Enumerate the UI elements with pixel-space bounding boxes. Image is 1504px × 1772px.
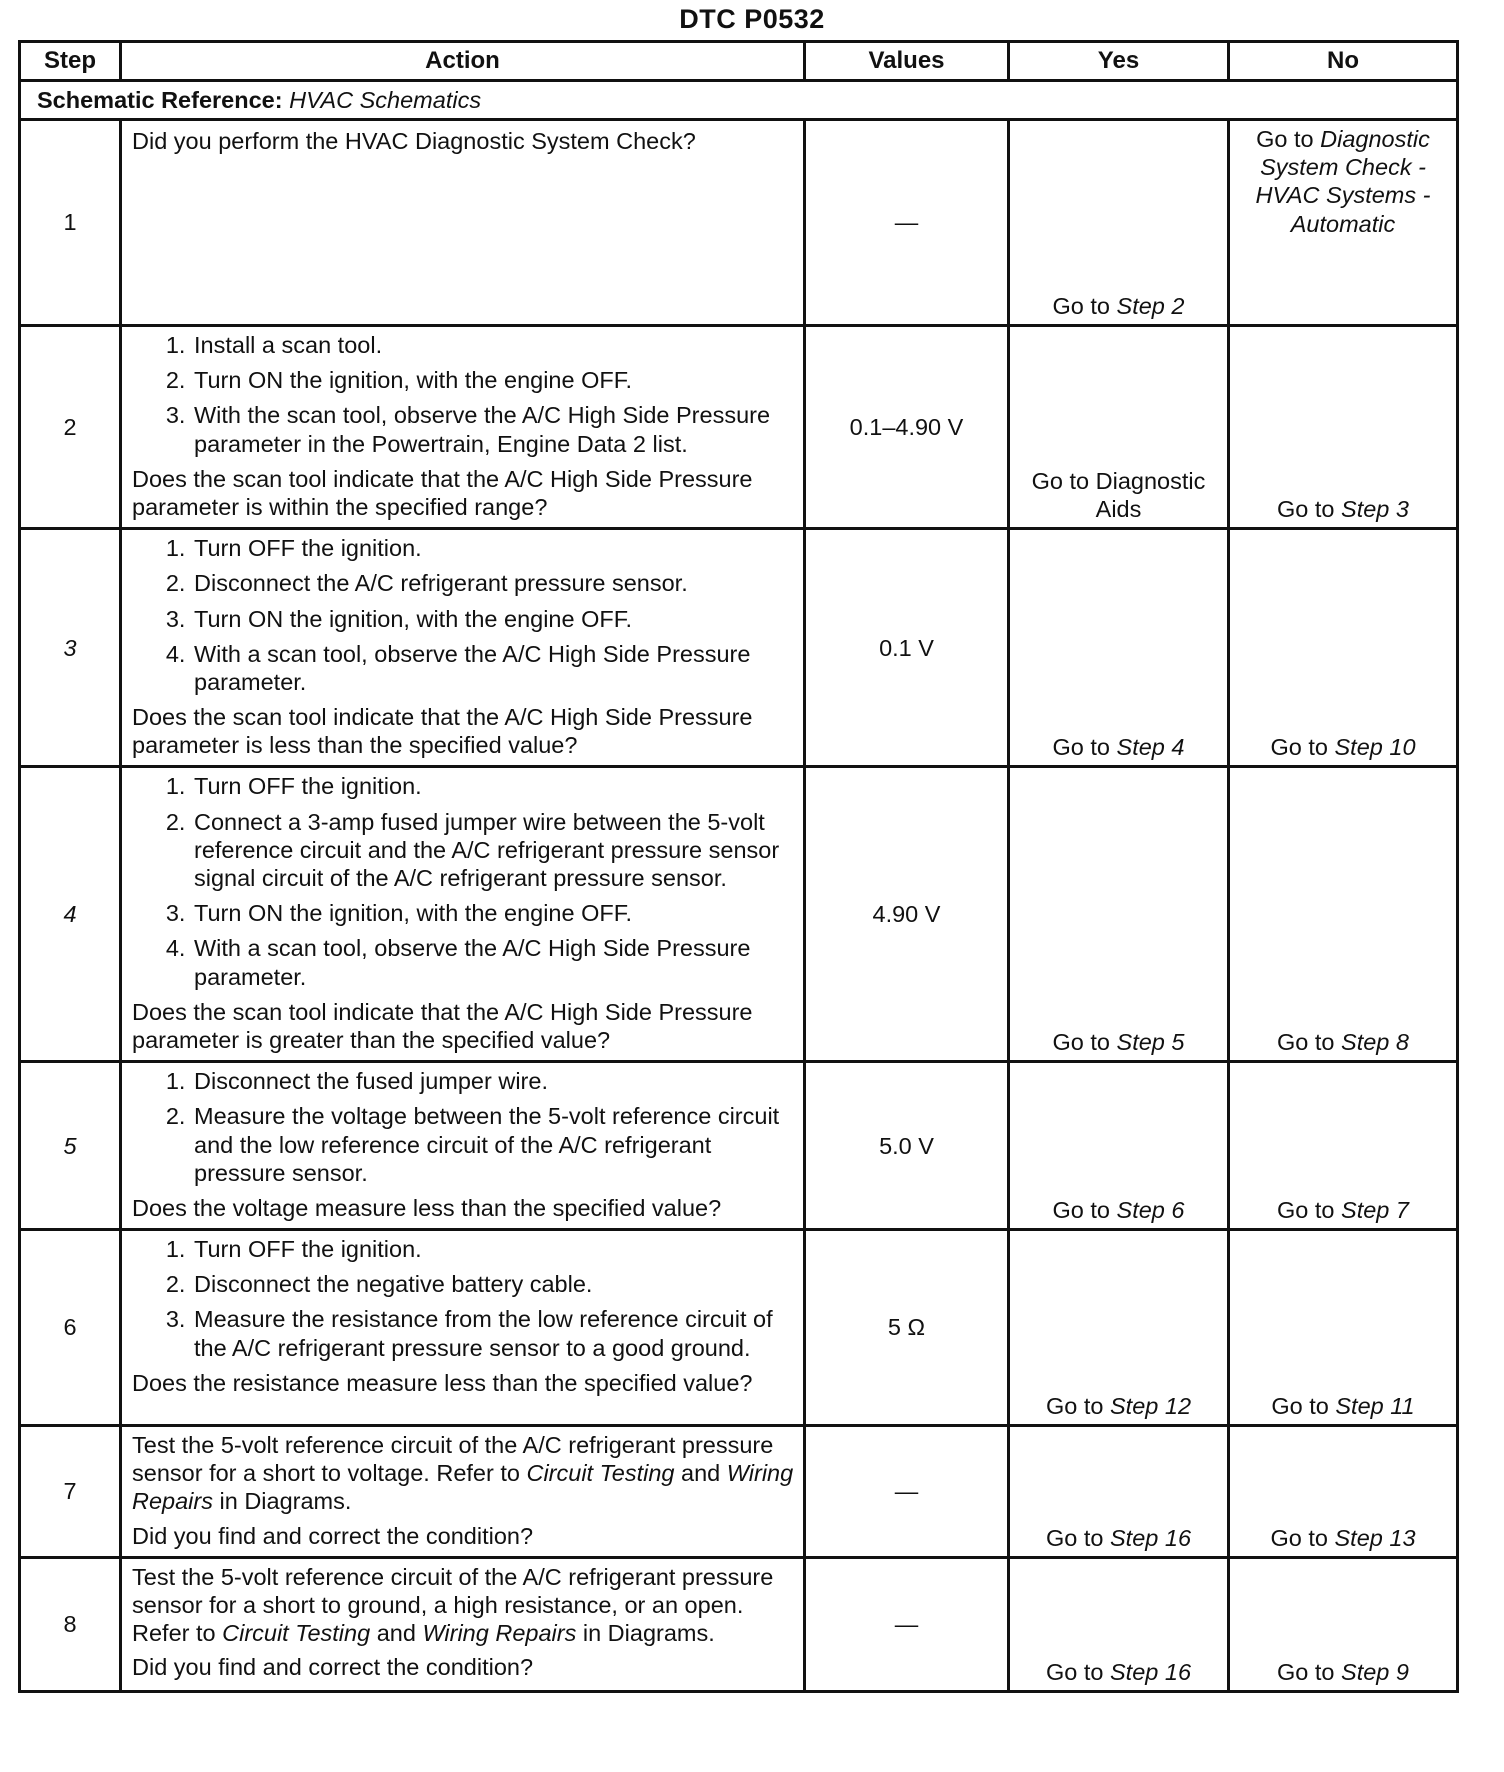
table-row: [20, 767, 1458, 1062]
step-cell: [20, 1557, 121, 1691]
step-number: 6: [63, 1314, 77, 1341]
no-goto-prefix: Go to: [1271, 1392, 1329, 1419]
yes-cell: [1009, 767, 1229, 1062]
header-action: Action: [121, 42, 805, 81]
reference-link[interactable]: Wiring Repairs: [422, 1620, 577, 1647]
instruction-text: and: [681, 1460, 721, 1487]
value-cell: [805, 1557, 1009, 1691]
table-row: [20, 1557, 1458, 1691]
value-cell: [805, 1062, 1009, 1230]
table-row: [20, 529, 1458, 767]
no-goto-target[interactable]: Step 8: [1341, 1028, 1409, 1055]
value-cell: [805, 1230, 1009, 1426]
step-number: 5: [63, 1132, 77, 1159]
action-step-item: 2. Disconnect the A/C refrigerant pressure sensor.: [192, 569, 795, 597]
yes-goto-target[interactable]: Step 2: [1116, 292, 1185, 319]
table-body: [20, 81, 1458, 1692]
step-number: 2: [63, 413, 77, 440]
action-cell: [121, 767, 805, 1062]
no-cell: [1229, 1426, 1458, 1558]
question-text: Does the resistance measure less than the specified value?: [132, 1369, 753, 1396]
step-cell: [20, 1230, 121, 1426]
action-step-item: 2. Connect a 3-amp fused jumper wire between the 5-volt reference circuit and the A/C refrigerant pressure sensor signal circuit of the A/C refrigerant pressure sensor.: [192, 808, 795, 893]
value-cell: [805, 326, 1009, 529]
yes-goto-target[interactable]: Step 4: [1116, 734, 1185, 761]
yes-goto-prefix: Go to: [1052, 1028, 1110, 1055]
instruction-text: and: [376, 1620, 416, 1647]
step-number: 8: [63, 1611, 77, 1638]
action-step-item: 4. With a scan tool, observe the A/C High Side Pressure parameter.: [192, 934, 795, 990]
table-row: [20, 1426, 1458, 1558]
schematic-reference-link[interactable]: HVAC Schematics: [289, 86, 482, 113]
spec-value: —: [894, 1478, 919, 1505]
yes-goto-link[interactable]: Go to Diagnostic Aids: [1031, 467, 1206, 522]
schematic-reference: [20, 81, 1458, 120]
action-step-item: 1. Turn OFF the ignition.: [192, 534, 795, 562]
value-cell: [805, 120, 1009, 326]
question-text: Does the scan tool indicate that the A/C High Side Pressure parameter is less than the specified value?: [132, 704, 753, 759]
action-step-item: 2. Measure the voltage between the 5-volt reference circuit and the low reference circuit of the A/C refrigerant pressure sensor.: [192, 1102, 795, 1187]
yes-cell: [1009, 529, 1229, 767]
no-goto-target[interactable]: Step 13: [1334, 1524, 1416, 1551]
spec-value: 0.1 V: [879, 634, 934, 661]
header-step: Step: [20, 42, 121, 81]
no-goto-target[interactable]: Step 10: [1334, 734, 1416, 761]
instruction-text: in Diagrams.: [582, 1620, 715, 1647]
action-step-item: 3. Turn ON the ignition, with the engine OFF.: [192, 605, 795, 633]
no-cell: [1229, 529, 1458, 767]
yes-goto-target[interactable]: Step 6: [1116, 1196, 1185, 1223]
action-step-item: 3. Turn ON the ignition, with the engine OFF.: [192, 899, 795, 927]
no-cell: [1229, 120, 1458, 326]
spec-value: 5.0 V: [879, 1132, 934, 1159]
question-text: Did you perform the HVAC Diagnostic System Check?: [132, 128, 696, 154]
action-steps-list: [132, 1235, 795, 1362]
yes-goto-prefix: Go to: [1052, 292, 1110, 319]
header-values: Values: [805, 42, 1009, 81]
table-row: [20, 120, 1458, 326]
no-goto-prefix: Go to: [1270, 1524, 1328, 1551]
value-cell: [805, 1426, 1009, 1558]
step-number: 4: [63, 901, 77, 928]
no-goto-prefix: Go to: [1270, 734, 1328, 761]
step-cell: [20, 326, 121, 529]
question-text: Does the scan tool indicate that the A/C High Side Pressure parameter is within the specified range?: [132, 465, 753, 520]
action-step-item: 3. With the scan tool, observe the A/C High Side Pressure parameter in the Powertrain, Engine Data 2 list.: [192, 401, 795, 457]
table-row: [20, 1230, 1458, 1426]
action-instruction: [132, 1431, 795, 1516]
action-step-item: 1. Turn OFF the ignition.: [192, 772, 795, 800]
yes-cell: [1009, 120, 1229, 326]
yes-goto-prefix: Go to: [1045, 1524, 1104, 1551]
question-text: Does the voltage measure less than the specified value?: [132, 1194, 722, 1221]
yes-cell: [1009, 1426, 1229, 1558]
yes-goto-target[interactable]: Step 12: [1110, 1392, 1192, 1419]
value-cell: [805, 529, 1009, 767]
no-cell: [1229, 1062, 1458, 1230]
no-goto-target[interactable]: Step 3: [1341, 495, 1409, 522]
action-cell: [121, 529, 805, 767]
no-goto-target[interactable]: Step 11: [1335, 1392, 1415, 1419]
no-goto-target[interactable]: Step 9: [1341, 1658, 1409, 1685]
step-cell: [20, 120, 121, 326]
yes-cell: [1009, 1230, 1229, 1426]
action-cell: [121, 120, 805, 326]
document-title: DTC P0532: [679, 4, 825, 34]
action-step-item: 1. Turn OFF the ignition.: [192, 1235, 795, 1263]
spec-value: 4.90 V: [872, 901, 941, 928]
header-row: [20, 42, 1458, 81]
question-text: Does the scan tool indicate that the A/C High Side Pressure parameter is greater than the specified value?: [132, 998, 753, 1053]
yes-cell: [1009, 1062, 1229, 1230]
step-number: 3: [63, 634, 77, 661]
action-cell: [121, 1557, 805, 1691]
yes-goto-prefix: Go to: [1045, 1658, 1104, 1685]
step-cell: [20, 1062, 121, 1230]
table-row: [20, 1062, 1458, 1230]
action-cell: [121, 1426, 805, 1558]
reference-link[interactable]: Circuit Testing: [526, 1460, 675, 1487]
spec-value: —: [894, 209, 919, 236]
question-text: Did you find and correct the condition?: [132, 1522, 534, 1549]
yes-goto-prefix: Go to: [1052, 1196, 1110, 1223]
spec-value: 0.1–4.90 V: [849, 413, 964, 440]
action-step-item: 2. Turn ON the ignition, with the engine OFF.: [192, 366, 795, 394]
action-cell: [121, 1230, 805, 1426]
reference-link[interactable]: Wiring Repairs: [132, 1460, 794, 1515]
step-number: 7: [63, 1478, 77, 1505]
yes-cell: [1009, 326, 1229, 529]
step-number: 1: [63, 209, 77, 236]
no-goto-prefix: Go to: [1277, 1196, 1335, 1223]
spec-value: 5 Ω: [887, 1314, 926, 1341]
schematic-reference-label: Schematic Reference:: [37, 86, 283, 113]
no-cell: [1229, 326, 1458, 529]
reference-link[interactable]: Circuit Testing: [222, 1620, 371, 1647]
yes-goto-target[interactable]: Step 5: [1116, 1028, 1185, 1055]
instruction-text: in Diagrams.: [219, 1488, 352, 1515]
action-step-item: 3. Measure the resistance from the low reference circuit of the A/C refrigerant pressure sensor to a good ground.: [192, 1305, 795, 1361]
action-steps-list: [132, 1067, 795, 1187]
action-step-item: 4. With a scan tool, observe the A/C High Side Pressure parameter.: [192, 640, 795, 696]
instruction-text: Test the 5-volt reference circuit of the A/C refrigerant pressure sensor for a short to voltage. Refer to: [132, 1432, 774, 1487]
no-goto-prefix: Go to: [1277, 1658, 1335, 1685]
yes-goto-target[interactable]: Step 16: [1110, 1524, 1192, 1551]
no-goto-prefix: Go to: [1277, 1028, 1335, 1055]
no-goto-target[interactable]: Step 7: [1341, 1196, 1409, 1223]
spec-value: —: [894, 1611, 919, 1638]
no-cell: [1229, 767, 1458, 1062]
value-cell: [805, 767, 1009, 1062]
action-step-item: 2. Disconnect the negative battery cable.: [192, 1270, 795, 1298]
action-steps-list: [132, 772, 795, 990]
no-goto-target[interactable]: Diagnostic System Check - HVAC Systems - Automatic: [1255, 126, 1431, 237]
action-cell: [121, 326, 805, 529]
instruction-text: Test the 5-volt reference circuit of the A/C refrigerant pressure sensor for a short to ground, a high resistance, or an open. Refer to: [132, 1563, 774, 1647]
no-goto-prefix: Go to: [1256, 126, 1314, 152]
yes-goto-target[interactable]: Step 16: [1110, 1658, 1192, 1685]
action-instruction: [132, 1563, 795, 1648]
header-no: No: [1229, 42, 1458, 81]
table-row: [20, 326, 1458, 529]
no-cell: [1229, 1557, 1458, 1691]
yes-cell: [1009, 1557, 1229, 1691]
no-goto-prefix: Go to: [1277, 495, 1335, 522]
step-cell: [20, 1426, 121, 1558]
action-step-item: 1. Disconnect the fused jumper wire.: [192, 1067, 795, 1095]
yes-goto-prefix: Go to: [1045, 1392, 1104, 1419]
question-text: Did you find and correct the condition?: [132, 1654, 534, 1681]
step-cell: [20, 529, 121, 767]
action-steps-list: [132, 534, 795, 696]
yes-goto-prefix: Go to: [1052, 734, 1110, 761]
action-step-item: 1. Install a scan tool.: [192, 331, 795, 359]
action-cell: [121, 1062, 805, 1230]
action-steps-list: [132, 331, 795, 458]
schematic-reference-row: [20, 81, 1458, 120]
step-cell: [20, 767, 121, 1062]
no-cell: [1229, 1230, 1458, 1426]
header-yes: Yes: [1009, 42, 1229, 81]
dtc-table: [18, 40, 1459, 1693]
